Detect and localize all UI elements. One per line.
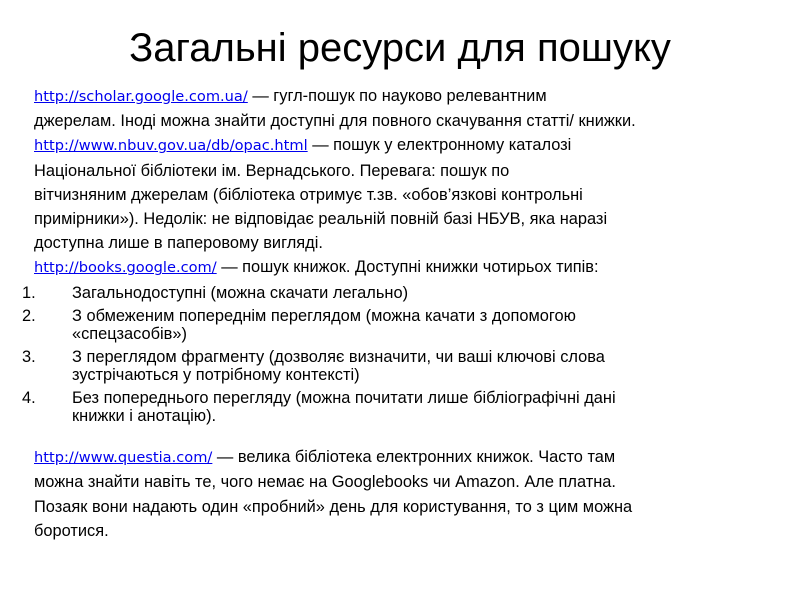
- paragraph-questia: [34, 445, 764, 543]
- questia-desc-line3: Позаяк вони надають один «пробний» день для користування, то з цим можна: [34, 497, 633, 516]
- nbuv-link[interactable]: http://www.nbuv.gov.ua/db/opac.html: [34, 137, 308, 155]
- list-item: [22, 283, 764, 303]
- scholar-link[interactable]: http://scholar.google.com.ua/: [34, 88, 248, 105]
- list-item: [22, 307, 764, 343]
- paragraph-nbuv: [34, 133, 764, 255]
- paragraph-scholar: [34, 84, 764, 133]
- scholar-desc-line2: джерелам. Іноді можна знайти доступні для повного скачування статті/ книжки.: [34, 112, 636, 131]
- list-item-text: З обмеженим попереднім переглядом (можна качати з допомогою: [72, 307, 576, 326]
- list-item-text-cont: книжки і анотацію).: [72, 406, 217, 425]
- list-item-text: Загальнодоступні (можна скачати легально): [72, 283, 409, 302]
- questia-desc-line1: — велика бібліотека електронних книжок. Часто там: [212, 448, 616, 467]
- scholar-desc-line1: — гугл-пошук по науково релевантним: [247, 87, 547, 105]
- list-item-number: 4.: [22, 389, 36, 408]
- nbuv-desc-line5: доступна лише в паперовому вигляді.: [34, 234, 323, 253]
- slide-title: Загальні ресурси для пошуку: [129, 26, 671, 70]
- paragraph-books: [34, 255, 764, 280]
- list-item: [22, 389, 764, 425]
- book-types-list: [22, 283, 764, 426]
- list-item-text: З переглядом фрагменту (дозволяє визначити, чи ваші ключові слова: [72, 348, 605, 367]
- questia-desc-line2: можна знайти навіть те, чого немає на Googlebooks чи Amazon. Але платна.: [34, 473, 616, 492]
- list-item-text: Без попереднього перегляду (можна почитати лише бібліографічні дані: [72, 389, 616, 408]
- books-desc: — пошук книжок. Доступні книжки чотирьох типів:: [216, 258, 599, 277]
- list-item: [22, 348, 764, 384]
- nbuv-desc-line4: примірники»). Недолік: не відповідає реальній повній базі НБУВ, яка наразі: [34, 210, 608, 229]
- list-item-text-cont: «спецзасобів»): [72, 324, 187, 343]
- nbuv-desc-line3: вітчизняним джерелам (бібліотека отримує т.зв. «обов’язкові контрольні: [34, 185, 583, 204]
- list-item-text-cont: зустрічаються у потрібному контексті): [72, 365, 360, 384]
- spacer: [34, 431, 764, 445]
- questia-desc-line4: боротися.: [34, 521, 109, 540]
- list-item-number: 1.: [22, 283, 36, 302]
- slide-content: [22, 84, 764, 543]
- list-item-number: 2.: [22, 307, 36, 326]
- nbuv-desc-line1: — пошук у електронному каталозі: [307, 136, 572, 155]
- questia-link[interactable]: http://www.questia.com/: [34, 449, 213, 467]
- nbuv-desc-line2: Національної бібліотеки ім. Вернадського. Перевага: пошук по: [34, 161, 510, 180]
- list-item-number: 3.: [22, 348, 36, 367]
- books-link[interactable]: http://books.google.com/: [34, 259, 217, 277]
